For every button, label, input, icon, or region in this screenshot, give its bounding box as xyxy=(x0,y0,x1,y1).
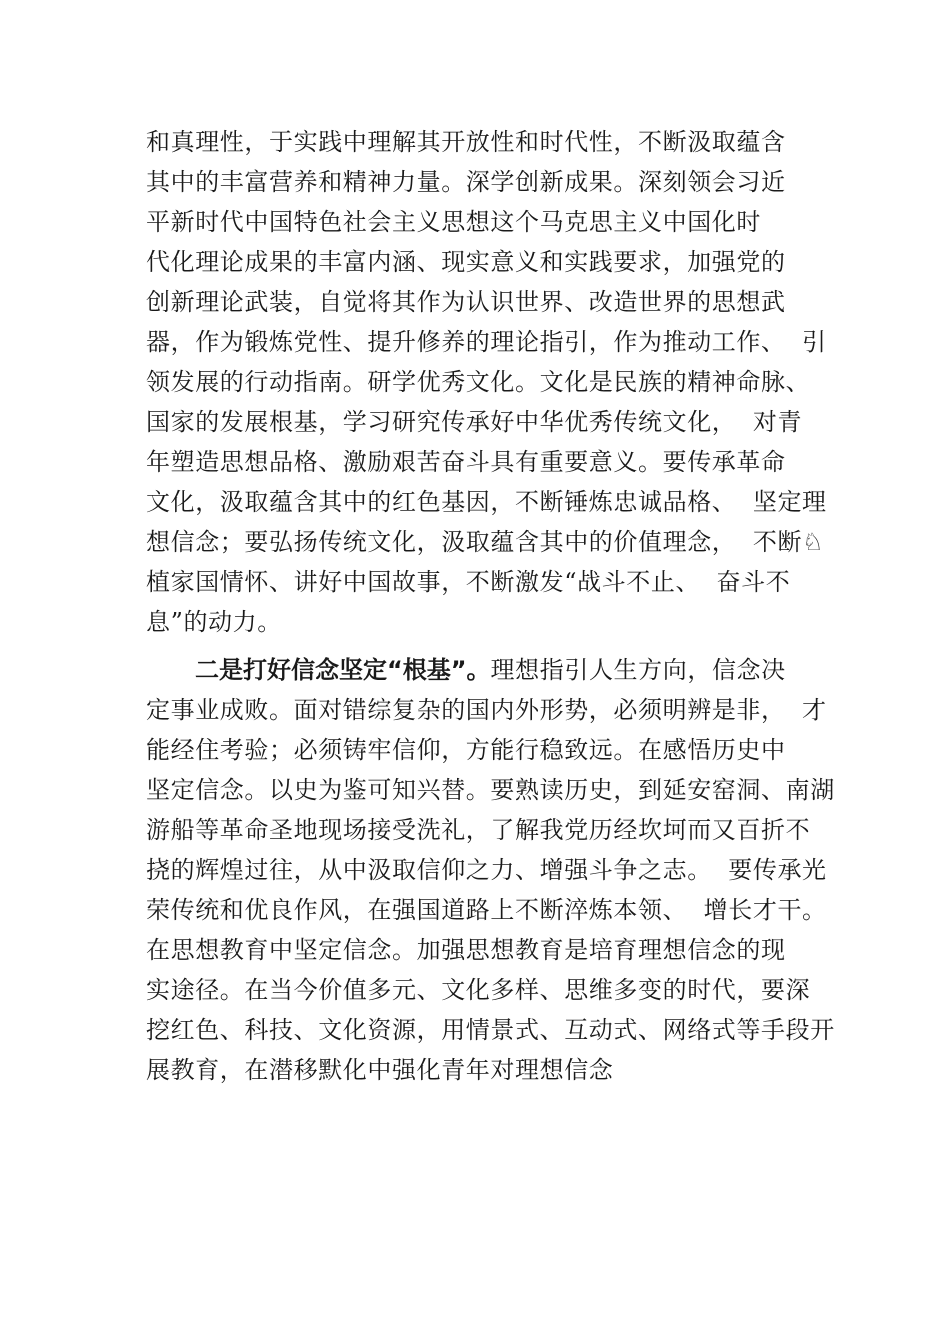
paragraph-line: 平新时代中国特色社会主义思想这个马克思主义中国化时 xyxy=(146,208,761,236)
paragraph-line: 挖红色、科技、文化资源，用情景式、互动式、网络式等手段开 xyxy=(146,1016,835,1044)
paragraph-line: 在思想教育中坚定信念。加强思想教育是培育理想信念的现 xyxy=(146,936,786,964)
paragraph-line: 文化，汲取蕴含其中的红色基因，不断锤炼忠诚品格、 坚定理 xyxy=(146,488,827,516)
paragraph-line: 想信念；要弘扬传统文化，汲取蕴含其中的价值理念， 不断♘ xyxy=(146,528,825,556)
paragraph-line: 创新理论武装，自觉将其作为认识世界、改造世界的思想武 xyxy=(146,288,786,316)
paragraph-line: 领发展的行动指南。研学优秀文化。文化是民族的精神命脉、 xyxy=(146,368,811,396)
paragraph-line: 年塑造思想品格、激励艰苦奋斗具有重要意义。要传承革命 xyxy=(146,448,786,476)
paragraph-line: 游船等革命圣地现场接受洗礼，了解我党历经坎坷而又百折不 xyxy=(146,816,811,844)
paragraph-line: 挠的辉煌过往，从中汲取信仰之力、增强斗争之志。 要传承光 xyxy=(146,856,827,884)
paragraph-line: 国家的发展根基，学习研究传承好中华优秀传统文化， 对青 xyxy=(146,408,803,436)
paragraph-line: 实途径。在当今价值多元、文化多样、思维多变的时代，要深 xyxy=(146,976,811,1004)
paragraph-line: 荣传统和优良作风，在强国道路上不断淬炼本领、 增长才干。 xyxy=(146,896,827,924)
paragraph-line: 展教育，在潜移默化中强化青年对理想信念 xyxy=(146,1056,614,1084)
paragraph-line: 定事业成败。面对错综复杂的国内外形势，必须明辨是非， 才 xyxy=(146,696,827,724)
paragraph-line: 能经住考验；必须铸牢信仰，方能行稳致远。在感悟历史中 xyxy=(146,736,786,764)
paragraph-gap xyxy=(146,642,826,650)
paragraph-line: 息”的动力。 xyxy=(146,608,282,636)
paragraph-1 xyxy=(146,122,826,642)
section-heading: 二是打好信念坚定“根基”。 xyxy=(195,656,491,684)
paragraph-first-line xyxy=(146,650,826,690)
paragraph-line: 坚定信念。以史为鉴可知兴替。要熟读历史，到延安窑洞、南湖 xyxy=(146,776,835,804)
paragraph-line: 和真理性，于实践中理解其开放性和时代性，不断汲取蕴含 xyxy=(146,128,786,156)
paragraph-2 xyxy=(146,650,835,1090)
body-text xyxy=(146,122,835,1090)
paragraph-line: 器，作为锻炼党性、提升修养的理论指引，作为推动工作、 引 xyxy=(146,328,827,356)
paragraph-line: 植家国情怀、讲好中国故事，不断激发“战斗不止、 奋斗不 xyxy=(146,568,791,596)
paragraph-line: 其中的丰富营养和精神力量。深学创新成果。深刻领会习近 xyxy=(146,168,786,196)
paragraph-line: 代化理论成果的丰富内涵、现实意义和实践要求，加强党的 xyxy=(146,248,786,276)
paragraph-line-rest: 理想指引人生方向，信念决 xyxy=(490,656,786,684)
